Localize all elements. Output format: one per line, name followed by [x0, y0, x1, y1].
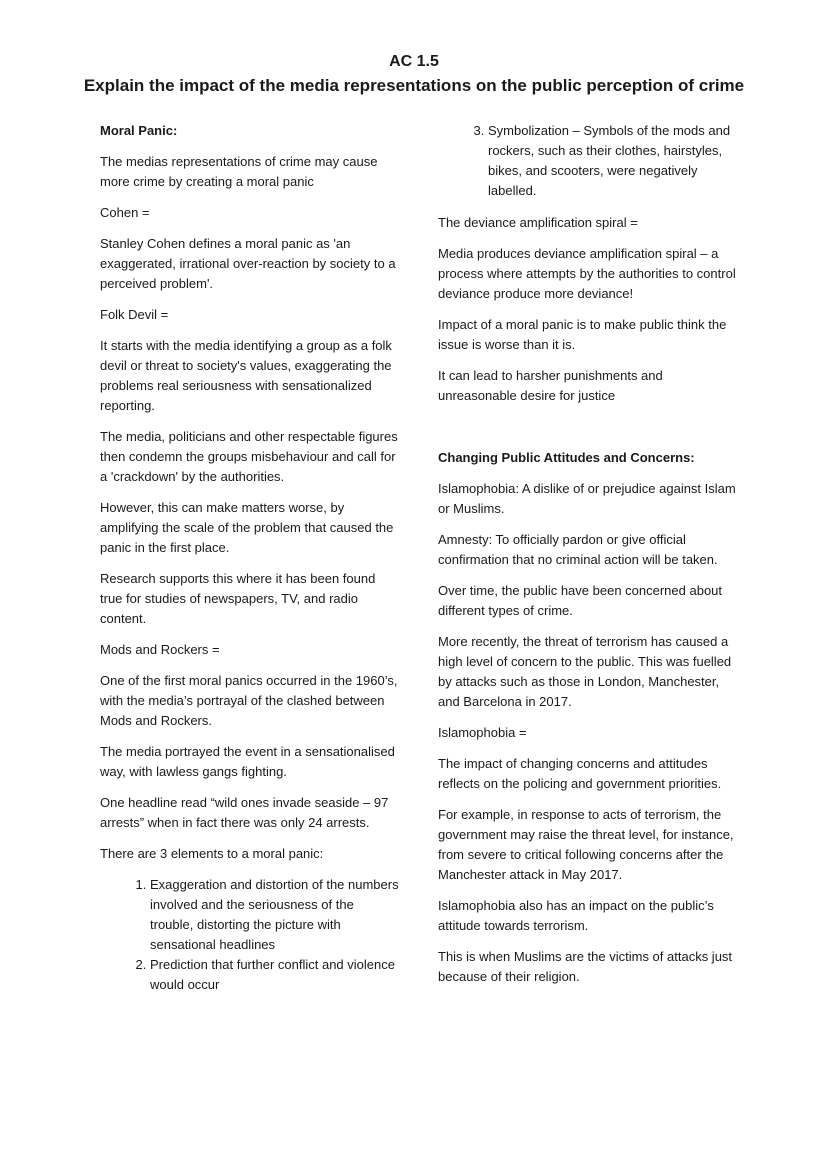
paragraph: Islamophobia also has an impact on the public’s attitude towards terrorism.: [438, 898, 714, 933]
paragraph: The media portrayed the event in a sensationalised way, with lawless gangs fighting.: [100, 744, 395, 779]
paragraph: For example, in response to acts of terrorism, the government may raise the threat level, for instance, from severe to critical following concerns after the Manchester attack in May 2017.: [438, 807, 734, 882]
paragraph: Islamophobia: A dislike of or prejudice against Islam or Muslims.: [438, 481, 736, 516]
list-item: 2. Prediction that further conflict and violence would occur: [150, 955, 400, 995]
changing-attitudes-heading: Changing Public Attitudes and Concerns:: [438, 450, 695, 465]
right-column: [438, 121, 738, 998]
paragraph: More recently, the threat of terrorism has caused a high level of concern to the public. This was fuelled by attacks such as those in London, Manchester, and Barcelona in 2017.: [438, 634, 732, 709]
paragraph: The media, politicians and other respectable figures then condemn the groups misbehaviour and call for a 'crackdown' by the authorities.: [100, 429, 398, 484]
paragraph: Stanley Cohen defines a moral panic as 'an exaggerated, irrational over-reaction by society to a perceived problem'.: [100, 236, 396, 291]
page-title: Explain the impact of the media representations on the public perception of crime: [83, 76, 745, 95]
ac-code: AC 1.5: [389, 53, 439, 70]
paragraph: The deviance amplification spiral =: [438, 215, 638, 230]
spacer: [438, 417, 738, 448]
moral-panic-elements-list: [100, 875, 400, 995]
paragraph: One of the first moral panics occurred in the 1960’s, with the media’s portrayal of the clashed between Mods and Rockers.: [100, 673, 398, 728]
paragraph: Folk Devil =: [100, 307, 169, 322]
paragraph: It starts with the media identifying a group as a folk devil or threat to society's values, exaggerating the problems real seriousness with sensationalized reporting.: [100, 338, 392, 413]
list-item: 1. Exaggeration and distortion of the numbers involved and the seriousness of the trouble, distorting the picture with sensational headlines: [150, 875, 400, 955]
paragraph: Mods and Rockers =: [100, 642, 220, 657]
paragraph: Islamophobia =: [438, 725, 527, 740]
paragraph: Cohen =: [100, 205, 150, 220]
paragraph: However, this can make matters worse, by amplifying the scale of the problem that caused the panic in the first place.: [100, 500, 394, 555]
left-column: [100, 121, 400, 1006]
paragraph: The impact of changing concerns and attitudes reflects on the policing and government priorities.: [438, 756, 722, 791]
paragraph: The medias representations of crime may cause more crime by creating a moral panic: [100, 154, 378, 189]
paragraph: Research supports this where it has been found true for studies of newspapers, TV, and radio content.: [100, 571, 376, 626]
paragraph: Media produces deviance amplification spiral – a process where attempts by the authorities to control deviance produce more deviance!: [438, 246, 736, 301]
paragraph: One headline read “wild ones invade seaside – 97 arrests” when in fact there was only 24 arrests.: [100, 795, 389, 830]
moral-panic-elements-list-continued: [438, 121, 738, 201]
paragraph: It can lead to harsher punishments and unreasonable desire for justice: [438, 368, 663, 403]
list-item: 3. Symbolization – Symbols of the mods and rockers, such as their clothes, hairstyles, bikes, and scooters, were negatively labelled.: [488, 121, 738, 201]
document-header: [80, 52, 748, 98]
paragraph: Over time, the public have been concerned about different types of crime.: [438, 583, 723, 618]
paragraph: Amnesty: To officially pardon or give official confirmation that no criminal action will be taken.: [438, 532, 718, 567]
paragraph: There are 3 elements to a moral panic:: [100, 846, 324, 861]
paragraph: Impact of a moral panic is to make public think the issue is worse than it is.: [438, 317, 727, 352]
moral-panic-heading: Moral Panic:: [100, 123, 178, 138]
paragraph: This is when Muslims are the victims of attacks just because of their religion.: [438, 949, 733, 984]
